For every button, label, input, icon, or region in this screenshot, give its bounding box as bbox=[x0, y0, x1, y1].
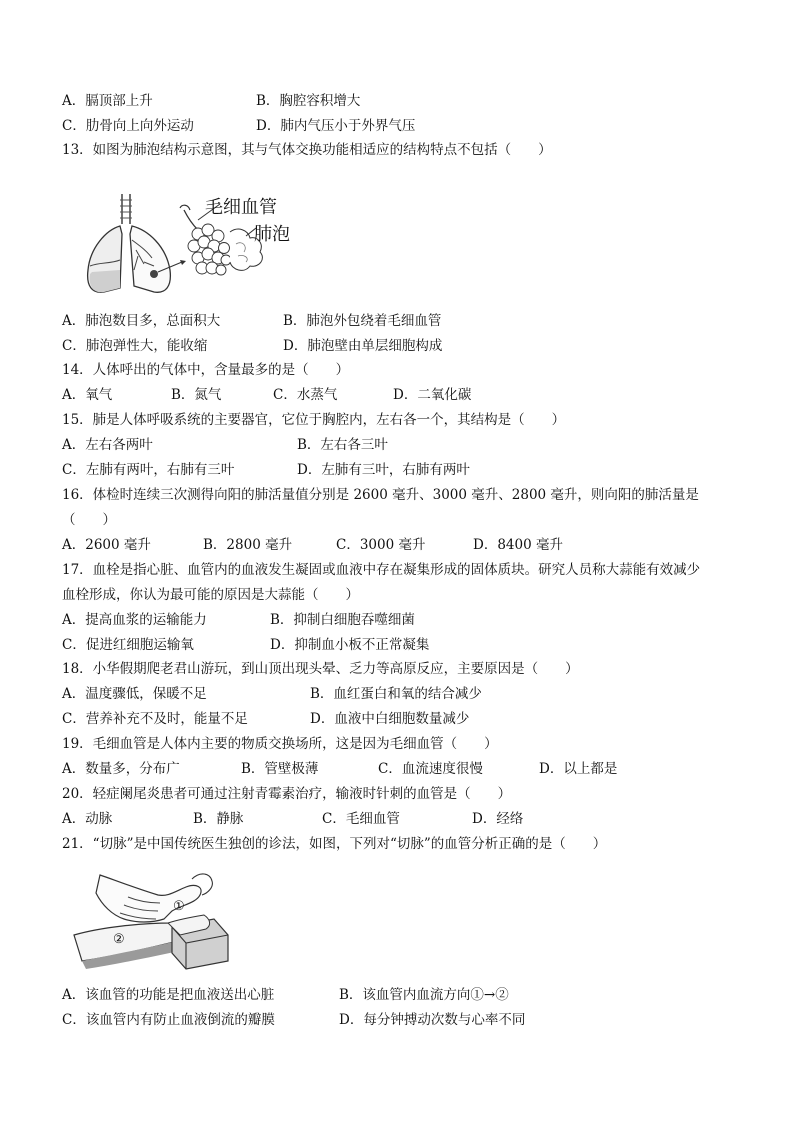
q16-stem: 16．体检时连续三次测得向阳的肺活量值分别是 2600 毫升、3000 毫升、2800 毫升，则向阳的肺活量是 bbox=[62, 487, 699, 503]
q15-stem: 15．肺是人体呼吸系统的主要器官，它位于胸腔内，左右各一个，其结构是（ ） bbox=[62, 412, 566, 428]
q13-stem: 13．如图为肺泡结构示意图，其与气体交换功能相适应的结构特点不包括（ ） bbox=[62, 142, 552, 158]
q16-option-d: D．8400 毫升 bbox=[473, 537, 563, 553]
q20-option-b: B．静脉 bbox=[193, 811, 244, 827]
q19-stem: 19．毛细血管是人体内主要的物质交换场所，这是因为毛细血管（ ） bbox=[62, 736, 498, 752]
q14-option-d: D．二氧化碳 bbox=[393, 387, 472, 403]
q19-option-b: B．管壁极薄 bbox=[241, 761, 319, 777]
q15-option-b: B．左右各三叶 bbox=[297, 437, 388, 453]
q18-option-d: D．血液中白细胞数量减少 bbox=[310, 711, 470, 727]
q21-option-c: C．该血管内有防止血液倒流的瓣膜 bbox=[62, 1012, 275, 1028]
q20-stem: 20．轻症阑尾炎患者可通过注射青霉素治疗，输液时针刺的血管是（ ） bbox=[62, 786, 512, 802]
q18-option-a: A．温度骤低，保暖不足 bbox=[62, 686, 207, 702]
marker-one: ① bbox=[173, 899, 185, 914]
label-capillary: 毛细血管 bbox=[205, 197, 277, 218]
q18-option-b: B．血红蛋白和氧的结合减少 bbox=[310, 686, 482, 702]
q17-option-a: A．提高血浆的运输能力 bbox=[62, 612, 207, 628]
q18-stem: 18．小华假期爬老君山游玩，到山顶出现头晕、乏力等高原反应，主要原因是（ ） bbox=[62, 661, 579, 677]
q17-option-d: D．抑制血小板不正常凝集 bbox=[270, 637, 430, 653]
q16-option-a: A．2600 毫升 bbox=[62, 537, 151, 553]
trachea bbox=[122, 194, 130, 224]
q15-option-a: A．左右各两叶 bbox=[62, 437, 153, 453]
label-alveolus: 肺泡 bbox=[254, 224, 290, 245]
q19-option-c: C．血流速度很慢 bbox=[378, 761, 483, 777]
q12-option-b: B．胸腔容积增大 bbox=[256, 93, 361, 109]
q14-option-c: C．水蒸气 bbox=[273, 387, 338, 403]
q19-option-d: D．以上都是 bbox=[539, 761, 618, 777]
doctor-hand bbox=[96, 875, 201, 922]
right-lung bbox=[130, 226, 170, 292]
q16-stem-continued: （ ） bbox=[62, 512, 116, 528]
q12-option-d: D．肺内气压小于外界气压 bbox=[256, 118, 416, 134]
marker-two: ② bbox=[113, 932, 125, 947]
q15-option-d: D．左肺有三叶，右肺有两叶 bbox=[297, 462, 470, 478]
q20-option-c: C．毛细血管 bbox=[322, 811, 400, 827]
q14-option-a: A．氧气 bbox=[62, 387, 113, 403]
q17-option-c: C．促进红细胞运输氧 bbox=[62, 637, 194, 653]
q16-option-b: B．2800 毫升 bbox=[203, 537, 293, 553]
q20-option-a: A．动脉 bbox=[62, 811, 113, 827]
q21-option-a: A．该血管的功能是把血液送出心脏 bbox=[62, 987, 275, 1003]
q19-option-a: A．数量多，分布广 bbox=[62, 761, 180, 777]
q13-option-a: A．肺泡数目多，总面积大 bbox=[62, 313, 221, 329]
q12-option-c: C．肋骨向上向外运动 bbox=[62, 118, 194, 134]
q21-option-b: B．该血管内血流方向①→② bbox=[339, 987, 509, 1003]
q20-option-d: D．经络 bbox=[472, 811, 524, 827]
q13-option-b: B．肺泡外包绕着毛细血管 bbox=[283, 313, 442, 329]
q14-stem: 14．人体呼出的气体中，含量最多的是（ ） bbox=[62, 362, 350, 378]
q21-stem: 21．“切脉”是中国传统医生独创的诊法，如图，下列对“切脉”的血管分析正确的是（ ） bbox=[62, 836, 607, 852]
q17-option-b: B．抑制白细胞吞噬细菌 bbox=[270, 612, 415, 628]
q16-option-c: C．3000 毫升 bbox=[336, 537, 426, 553]
alveolus-cluster bbox=[188, 224, 231, 275]
q18-option-c: C．营养补充不及时，能量不足 bbox=[62, 711, 248, 727]
q21-option-d: D．每分钟搏动次数与心率不同 bbox=[339, 1012, 526, 1028]
q13-option-c: C．肺泡弹性大，能收缩 bbox=[62, 338, 208, 354]
q14-option-b: B．氮气 bbox=[171, 387, 222, 403]
q12-option-a: A．膈顶部上升 bbox=[62, 93, 153, 109]
q17-stem: 17．血栓是指心脏、血管内的血液发生凝固或血液中存在凝集形成的固体质块。研究人员称大蒜能有效减少 bbox=[62, 562, 701, 578]
pulse-diagnosis-diagram bbox=[72, 865, 232, 975]
q17-stem-continued: 血栓形成，你认为最可能的原因是大蒜能（ ） bbox=[62, 587, 359, 603]
q15-option-c: C．左肺有两叶，右肺有三叶 bbox=[62, 462, 235, 478]
q13-option-d: D．肺泡壁由单层细胞构成 bbox=[283, 338, 443, 354]
